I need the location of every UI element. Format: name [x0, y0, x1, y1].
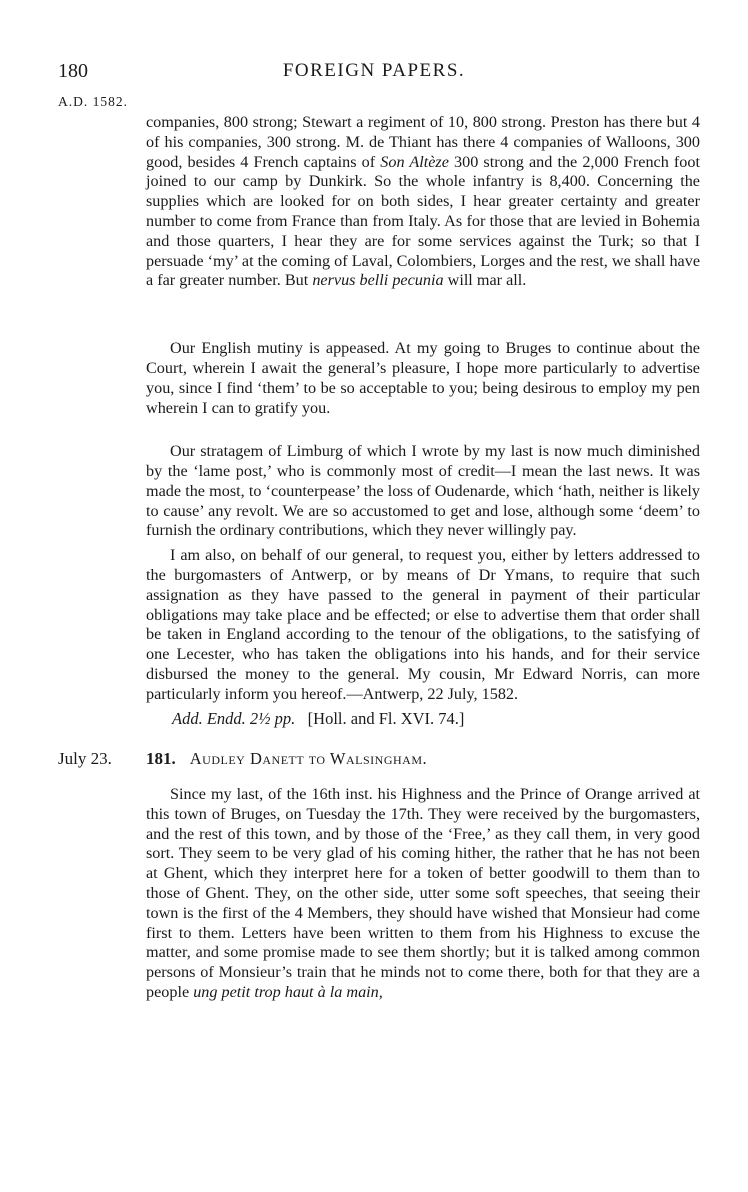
margin-date: July 23.	[58, 749, 112, 768]
running-title: FOREIGN PAPERS.	[282, 60, 466, 81]
paragraph-4: I am also, on behalf of our general, to request you, either by letters addressed to the burgomasters of Antwerp, or by means of Dr Ymans, to require that such assignation as they have passed to the general in payment of their particular obligations may take place and be effected; or else to advertise them that order shall be taken in England according to the tenour of the obligations, to the satisfying of one Lecester, who has taken the obligations into his hands, and for their service disbursed the money to the general. My cousin, Mr Edward Norris, can more particularly inform you hereof.—Antwerp, 22 July, 1582.	[146, 546, 700, 703]
entry-title: Audley Danett to Walsingham.	[189, 749, 428, 768]
paragraph-2: Our English mutiny is appeased. At my going to Bruges to continue about the Court, wherein I await the general’s pleasure, I hope more particularly to advertise you, since I find ‘them’ to be so acceptable to you; being desirous to employ my pen wherein I can to gratify you.	[146, 339, 700, 417]
page-number: 180	[58, 60, 88, 82]
entry-heading	[146, 749, 427, 769]
paragraph-1: companies, 800 strong; Stewart a regiment of 10, 800 strong. Preston has there but 4 of his companies, 300 strong. M. de Thiant has there 4 companies of Walloons, 300 good, besides 4 French captains of Son Altèze 300 strong and the 2,000 French foot joined to our camp by Dunkirk. So the whole infantry is 8,400. Concerning the supplies which are looked for on both sides, I hear greater certainty and greater number to come from France than from Italy. As for those that are levied in Bohemia and those quarters, I hear they are for some services against the Turk; so that I persuade ‘my’ at the coming of Laval, Colombiers, Lorges and the rest, we shall have a far greater number. But nervus belli pecunia will mar all.	[146, 113, 700, 290]
entry-number: 181.	[146, 749, 176, 768]
endorsement-note	[172, 709, 464, 729]
paragraph-3: Our stratagem of Limburg of which I wrote by my last is now much diminished by the ‘lame post,’ who is commonly most of credit—I mean the last news. It was made the most, to ‘counterpease’ the loss of Oudenarde, which ‘hath, neither is likely to cause’ any revolt. We are so accustomed to get and lose, although some ‘deem’ to furnish the ordinary contributions, which they never willingly pay.	[146, 442, 700, 540]
paragraph-letter: Since my last, of the 16th inst. his Highness and the Prince of Orange arrived at this town of Bruges, on Tuesday the 17th. They were received by the burgomasters, and the rest of this town, and by those of the ‘Free,’ as they call them, in very good sort. They seem to be very glad of his coming hither, the rather that he has not been at Ghent, which they interpret here for a token of better goodwill to them than to those of Ghent. They, on the other side, utter some soft speeches, that seeing their town is the first of the 4 Members, they should have wished that Monsieur had come first to them. Letters have been written to them from his Highness to excuse the matter, and some promise made to see them shortly; but it is talked among common persons of Monsieur’s train that he minds not to come there, both for that they are a people ung petit trop haut à la main,	[146, 785, 700, 1001]
endorsement: Add. Endd. 2½ pp.	[172, 709, 296, 728]
archive-reference: [Holl. and Fl. XVI. 74.]	[307, 709, 465, 728]
margin-year: A.D. 1582.	[58, 94, 128, 109]
